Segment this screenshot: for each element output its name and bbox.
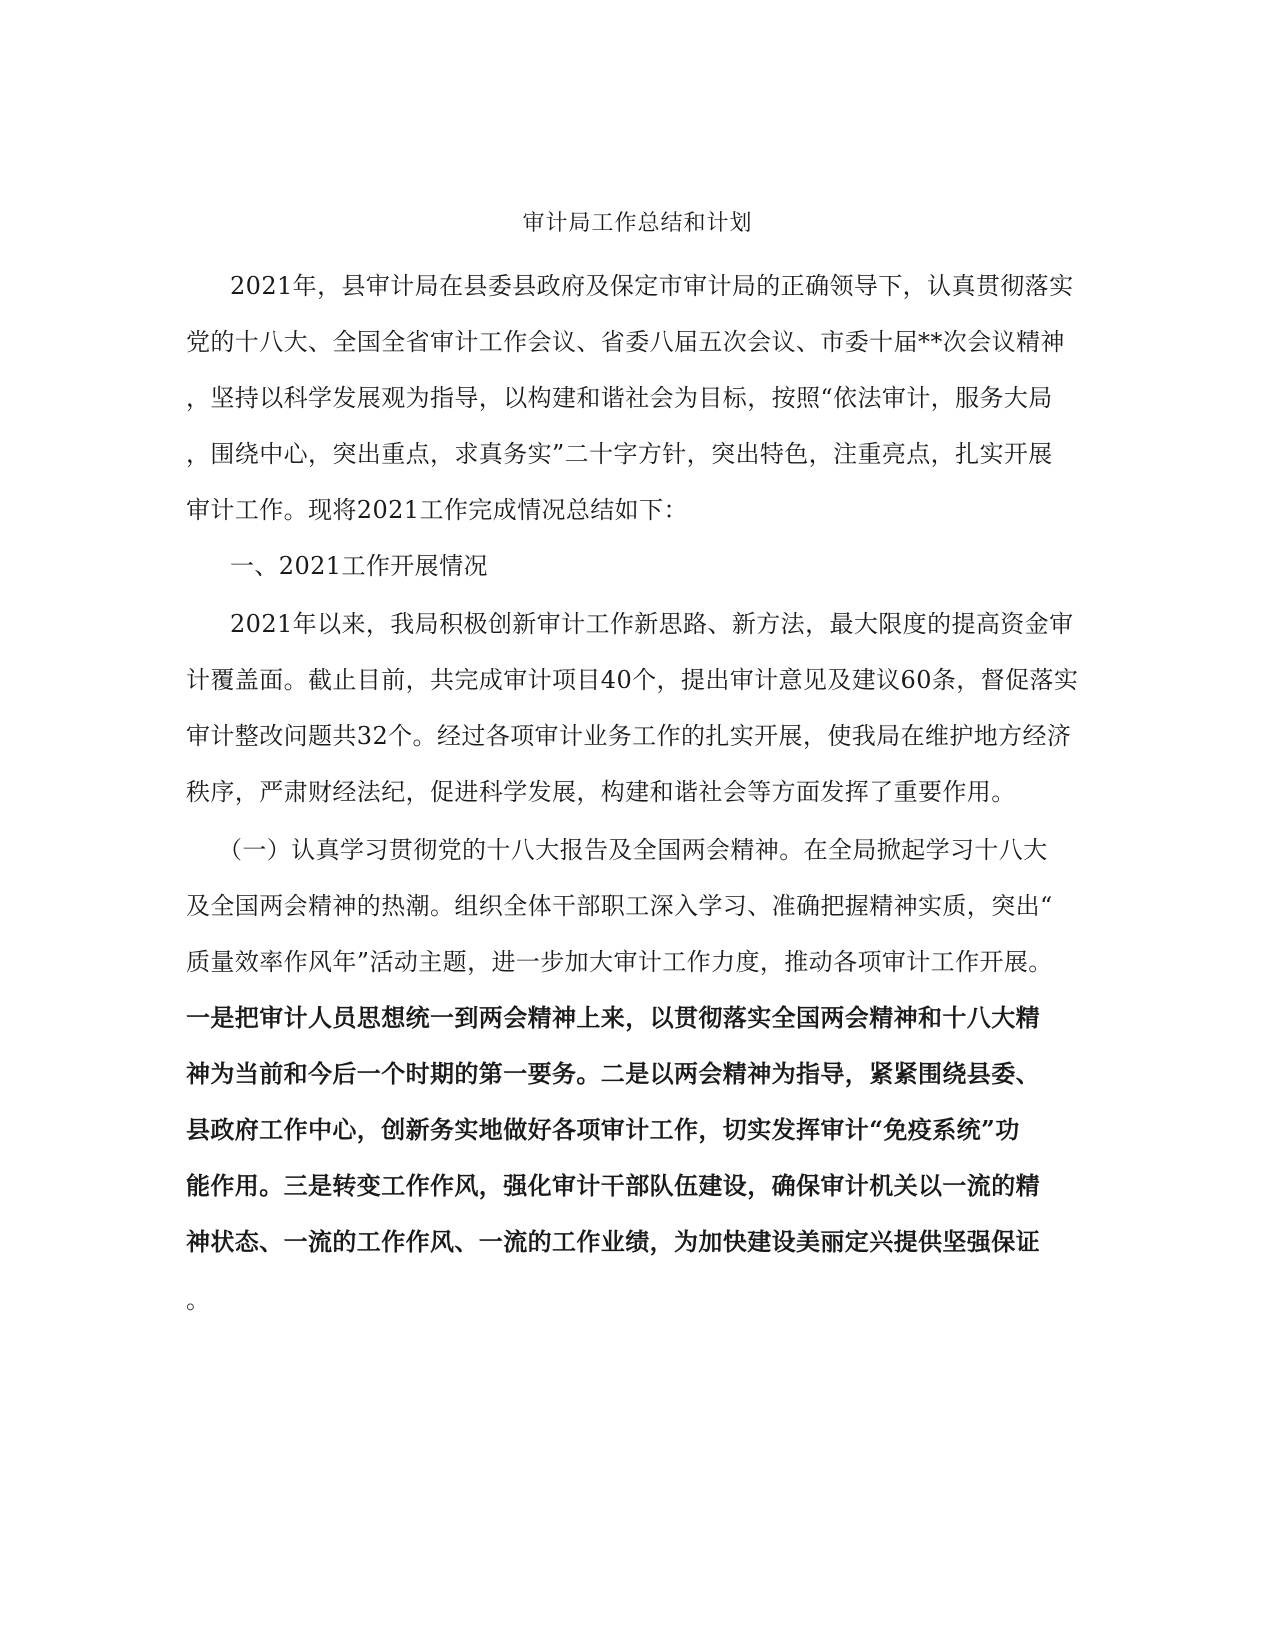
paragraph-1-line-1: 2021年，县审计局在县委县政府及保定市审计局的正确领导下，认真贯彻落实	[230, 272, 1074, 300]
paragraph-2-line-3: 审计整改问题共32个。经过各项审计业务工作的扎实开展，使我局在维护地方经济	[186, 722, 1072, 750]
paragraph-1-line-3: ，坚持以科学发展观为指导，以构建和谐社会为目标，按照“依法审计，服务大局	[186, 384, 1053, 412]
paragraph-1-line-4: ，围绕中心，突出重点，求真务实”二十字方针，突出特色，注重亮点，扎实开展	[186, 440, 1053, 468]
paragraph-2-line-1: 2021年以来，我局积极创新审计工作新思路、新方法，最大限度的提高资金审	[230, 610, 1074, 638]
paragraph-3-line-1: （一）认真学习贯彻党的十八大报告及全国两会精神。在全局掀起学习十八大	[218, 836, 1048, 864]
paragraph-2-line-2: 计覆盖面。截止目前，共完成审计项目40个，提出审计意见及建议60条，督促落实	[186, 666, 1079, 694]
section-heading-1: 一、2021工作开展情况	[230, 552, 488, 580]
paragraph-2-line-4: 秩序，严肃财经法纪，促进科学发展，构建和谐社会等方面发挥了重要作用。	[186, 778, 1016, 806]
paragraph-3-line-3: 质量效率作风年”活动主题，进一步加大审计工作力度，推动各项审计工作开展。	[186, 948, 1053, 976]
paragraph-3-line-2: 及全国两会精神的热潮。组织全体干部职工深入学习、准确把握精神实质，突出“	[186, 892, 1053, 920]
paragraph-3-bold-line-4: 能作用。三是转变工作作风，强化审计干部队伍建设，确保审计机关以一流的精	[186, 1171, 1040, 1200]
paragraph-1-line-5: 审计工作。现将2021工作完成情况总结如下：	[186, 496, 688, 524]
paragraph-3-bold-line-5: 神状态、一流的工作作风、一流的工作业绩，为加快建设美丽定兴提供坚强保证	[186, 1227, 1040, 1256]
paragraph-1-line-2: 党的十八大、全国全省审计工作会议、省委八届五次会议、市委十届**次会议精神	[186, 328, 1065, 356]
paragraph-3-bold-line-1: 一是把审计人员思想统一到两会精神上来，以贯彻落实全国两会精神和十八大精	[186, 1003, 1040, 1032]
paragraph-3-bold-line-2: 神为当前和今后一个时期的第一要务。二是以两会精神为指导，紧紧围绕县委、	[186, 1059, 1040, 1088]
paragraph-3-bold-line-3: 县政府工作中心，创新务实地做好各项审计工作，切实发挥审计“免疫系统”功	[186, 1115, 1020, 1144]
paragraph-3-bold-line-6: 。	[186, 1286, 211, 1314]
document-title: 审计局工作总结和计划	[522, 211, 753, 236]
